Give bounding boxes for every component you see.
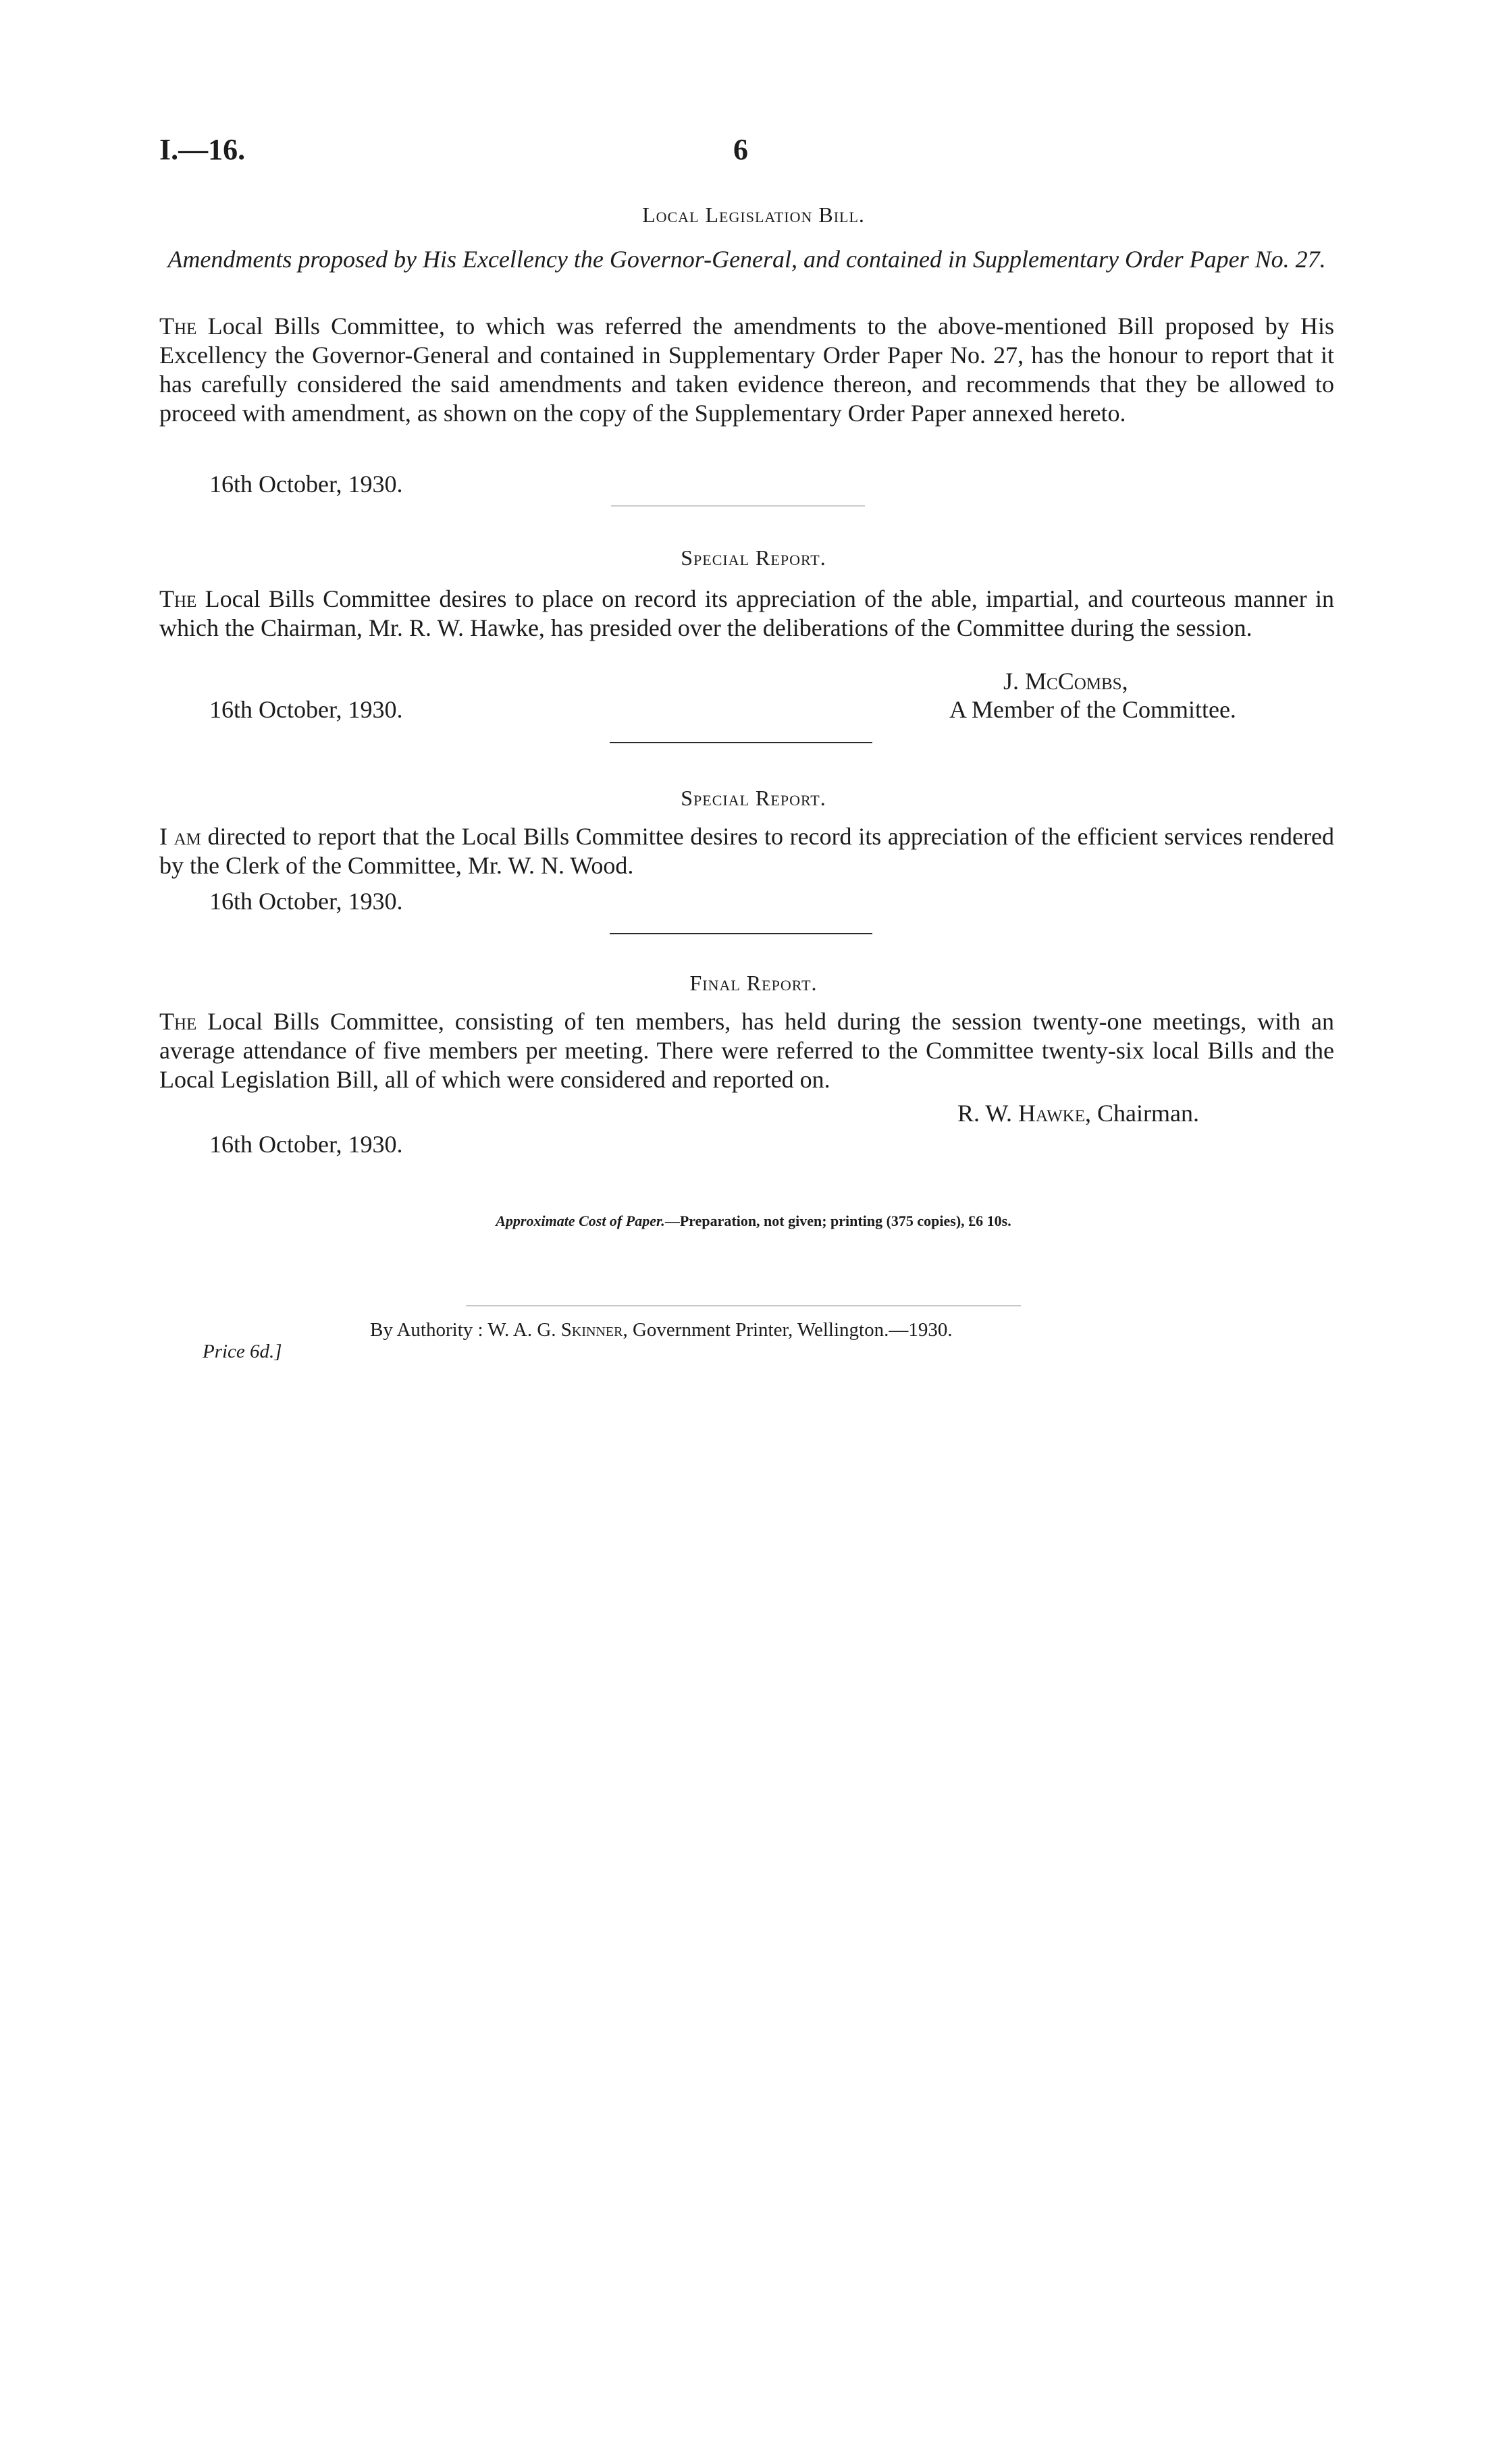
authority-prefix: By Authority : W. A. G. [370,1319,556,1341]
final-report-signatory-name: R. W. Hawke [957,1100,1086,1127]
bill-report-text: Local Bills Committee, to which was referred the amendments to the above-mentioned Bill proposed by His Excellency the Governor-General and contained in Supplementary Order Paper No. 27, has the honour to report that it has carefully considered the said amendments and taken evidence thereon, and recommends that they be allowed to proceed with amendment, as shown on the copy of the Supplementary Order Paper annexed hereto. [159,313,1335,427]
final-report-lead: The [159,1008,197,1035]
special-report-1-date: 16th October, 1930. [209,696,403,723]
final-report-text: Local Bills Committee, consisting of ten members, has held during the session twenty-one meetings, with an average attendance of five members per meeting. There were referred to the Committee twenty-six local Bills and the Local Legislation Bill, all of which were considered and reported on. [159,1008,1334,1093]
special-report-2-date: 16th October, 1930. [209,888,403,915]
final-report-date: 16th October, 1930. [209,1131,403,1158]
section-divider [610,933,872,934]
authority-suffix: , Government Printer, Wellington.—1930. [623,1319,953,1341]
special-report-1-paragraph [159,585,1334,643]
authority-name: Skinner [560,1319,623,1341]
price-label: Price 6d.] [203,1341,282,1362]
special-report-1-lead: The [159,585,197,612]
cost-text: —Preparation, not given; printing (375 copies), £6 10s. [664,1212,1011,1229]
special-report-2-lead: I am [159,823,201,850]
special-report-1-title: Special Report. [681,545,826,570]
final-report-title: Final Report. [689,971,818,995]
bill-report-lead: The [159,313,197,340]
final-report-signatory-role: , Chairman. [1085,1100,1199,1127]
bill-date: 16th October, 1930. [209,471,403,498]
final-report-signature [957,1099,1199,1127]
special-report-2-paragraph [159,822,1334,880]
special-report-1-signatory: J. McCombs, [1003,668,1128,695]
cost-label: Approximate Cost of Paper. [496,1212,665,1229]
document-id: I.—16. [159,133,246,166]
printer-authority [370,1319,953,1341]
page-number: 6 [733,133,748,166]
special-report-1-text: Local Bills Committee desires to place on record its appreciation of the able, impartial, and courteous manner in which the Chairman, Mr. R. W. Hawke, has presided over the deliberations of the Committee during the session. [159,585,1335,641]
cost-of-paper [0,1212,1507,1230]
section-divider [610,742,872,743]
special-report-2-text: directed to report that the Local Bills Committee desires to record its appreciation of the efficient services rendered by the Clerk of the Committee, Mr. W. N. Wood. [159,823,1334,879]
bill-title: Local Legislation Bill. [642,203,865,227]
bill-report-paragraph [159,312,1334,428]
bill-subtitle: Amendments proposed by His Excellency the Governor-General, and contained in Supplementary Order Paper No. 27. [167,246,1326,273]
final-report-paragraph [159,1007,1334,1094]
special-report-2-title: Special Report. [681,786,826,810]
special-report-1-signatory-role: A Member of the Committee. [949,696,1236,723]
